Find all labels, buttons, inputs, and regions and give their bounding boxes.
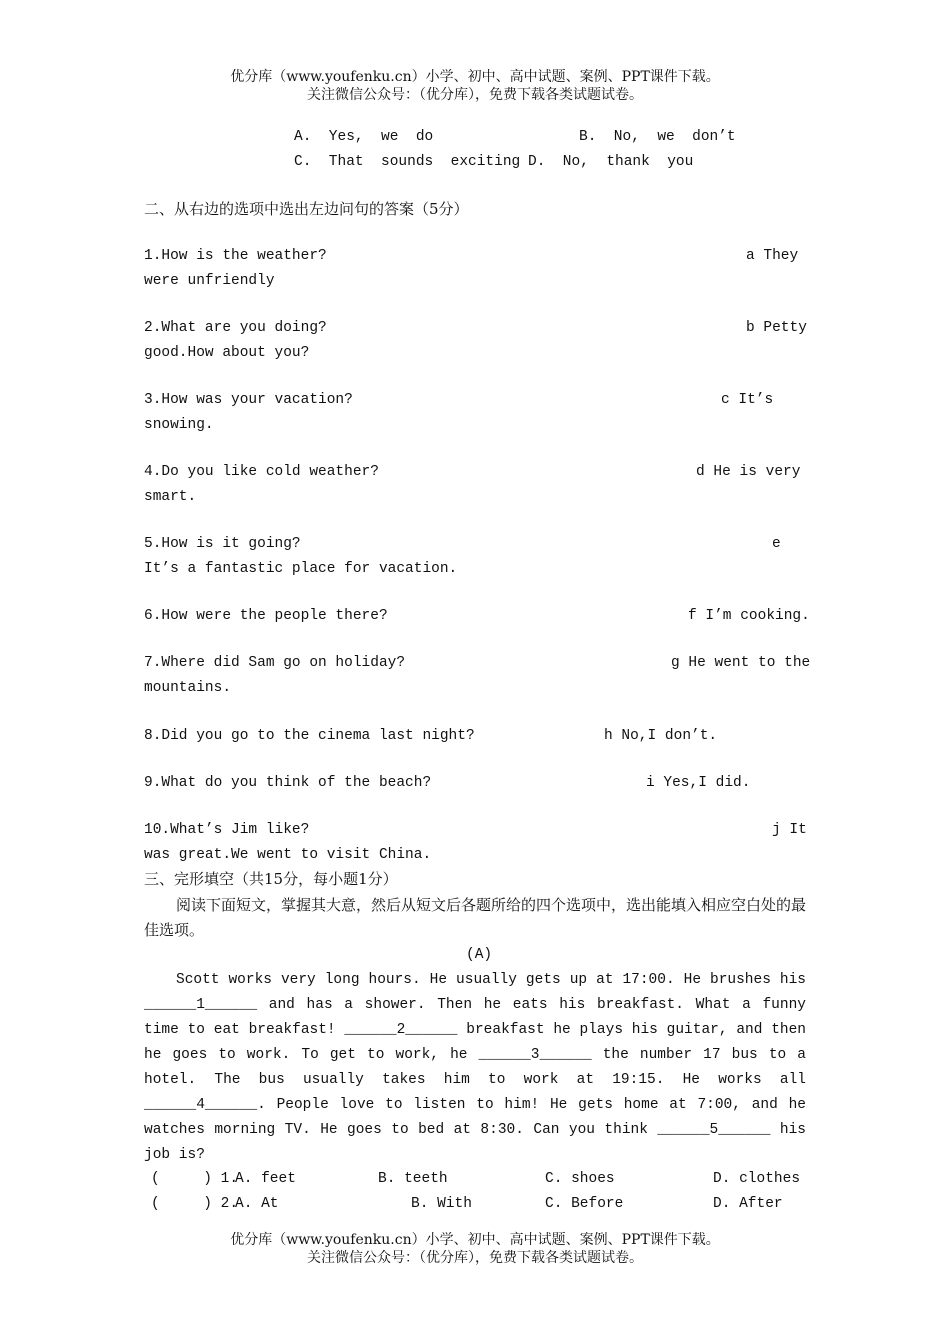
answer-a-part-2: were unfriendly [144,273,275,289]
answer-d-part-1: d He is very [696,464,801,480]
header-line-2: 关注微信公众号：（优分库），免费下载各类试题试卷。 [307,87,643,103]
answer-e-part-2: It’s a fantastic place for vacation. [144,561,458,577]
option-2d: D. After [713,1196,783,1212]
answer-h: h No,I don’t. [604,728,718,744]
question-8: 8.Did you go to the cinema last night? [144,728,475,744]
header-line-1: 优分库（www.youfenku.cn）小学、初中、高中试题、案例、PPT课件下载。 [230,69,720,85]
question-6: 6.How were the people there? [144,608,388,624]
answer-a-part-1: a They [746,248,799,264]
prev-option-d: D. No, thank you [528,154,694,170]
prev-option-c: C. That sounds exciting [294,154,521,170]
question-blank-1: ( ) 1. [151,1171,239,1187]
question-4: 4.Do you like cold weather? [144,464,379,480]
answer-f: f I’m cooking. [688,608,810,624]
option-2b: B. With [411,1196,472,1212]
option-1c: C. shoes [545,1171,615,1187]
answer-c-part-2: snowing. [144,417,214,433]
answer-d-part-2: smart. [144,489,197,505]
question-10: 10.What’s Jim like? [144,822,310,838]
answer-b-part-2: good.How about you? [144,345,310,361]
prev-option-b: B. No, we don’t [579,129,736,145]
question-3: 3.How was your vacation? [144,392,353,408]
question-1: 1.How is the weather? [144,248,327,264]
section-3-instructions: 阅读下面短文，掌握其大意，然后从短文后各题所给的四个选项中，选出能填入相应空白处的最佳选项。 [144,896,807,939]
answer-c-part-1: c It’s [721,392,774,408]
question-9: 9.What do you think of the beach? [144,775,432,791]
footer-line-1: 优分库（www.youfenku.cn）小学、初中、高中试题、案例、PPT课件下载。 [230,1232,720,1248]
option-1a: A. feet [235,1171,296,1187]
option-2c: C. Before [545,1196,624,1212]
answer-g-part-2: mountains. [144,680,232,696]
option-1d: D. clothes [713,1171,801,1187]
footer-line-2: 关注微信公众号：（优分库），免费下载各类试题试卷。 [307,1250,643,1266]
prev-option-a: A. Yes, we do [294,129,434,145]
option-1b: B. teeth [378,1171,448,1187]
answer-e-part-1: e [772,536,781,552]
question-2: 2.What are you doing? [144,320,327,336]
cloze-passage: Scott works very long hours. He usually gets up at 17:00. He brushes his ______1______ and has a shower. Then he eats his breakfast. What a funny time to eat breakfast! ______2______ breakfast he plays his guitar, and then he goes to work. To get to work, he ______3______ the number 17 bus to a hotel. The bus usually takes him to work at 19:15. He works all ______4______. People love to listen to him! He gets home at 7:00, and he watches morning TV. He goes to bed at 8:30. Can you think ______5______ his job is? [144,972,806,1163]
answer-i: i Yes,I did. [646,775,751,791]
question-blank-2: ( ) 2. [151,1196,239,1212]
section-2-title: 二、从右边的选项中选出左边问句的答案（5分） [144,200,469,218]
answer-j-part-1: j It [772,822,807,838]
answer-g-part-1: g He went to the [671,655,811,671]
option-2a: A. At [235,1196,279,1212]
answer-j-part-2: was great.We went to visit China. [144,847,432,863]
answer-b-part-1: b Petty [746,320,807,336]
section-3-title: 三、完形填空（共15分，每小题1分） [144,870,398,888]
passage-label: (A) [466,947,493,963]
question-5: 5.How is it going? [144,536,301,552]
question-7: 7.Where did Sam go on holiday? [144,655,406,671]
